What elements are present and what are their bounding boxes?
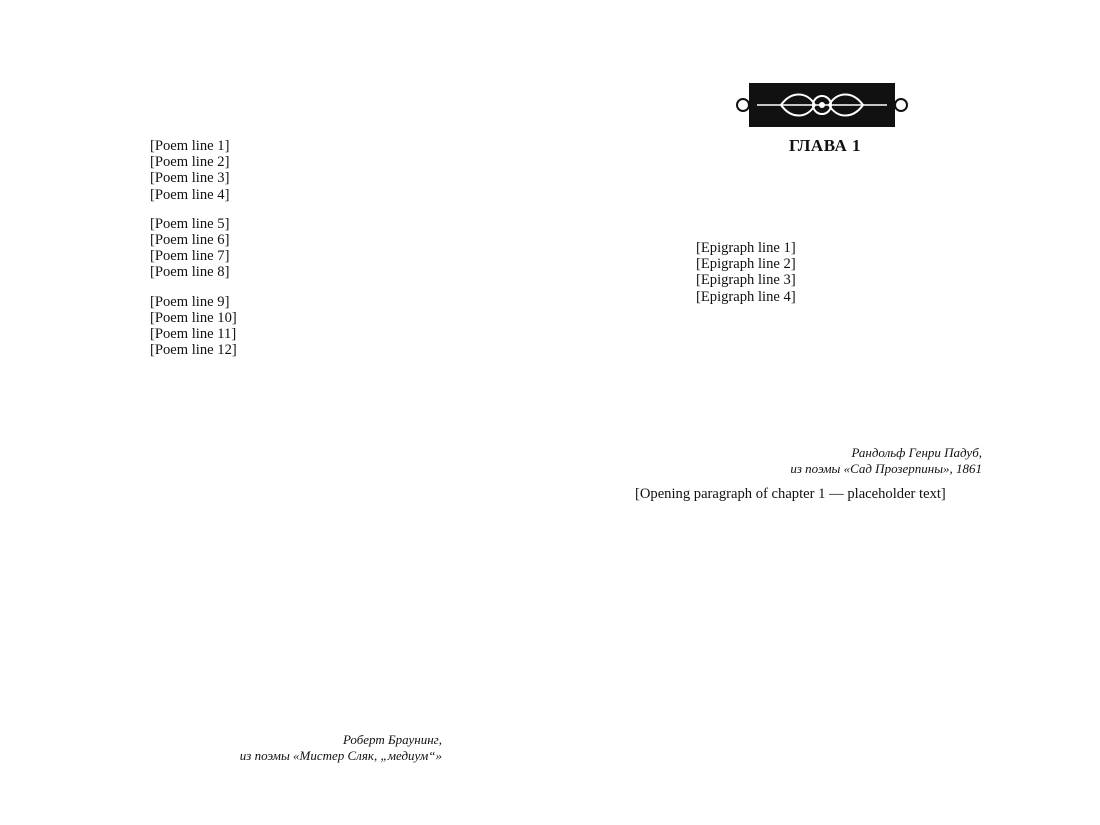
left-poem xyxy=(150,138,450,371)
left-attribution xyxy=(150,732,442,764)
stanza xyxy=(150,294,450,359)
stanza xyxy=(150,138,450,203)
left-attribution-author: Роберт Браунинг, xyxy=(342,732,442,747)
poem-line: [Poem line 1] xyxy=(150,138,230,154)
left-attribution-source: из поэмы «Мистер Сляк, „медиум“» xyxy=(239,748,442,763)
chapter-paragraph: [Opening paragraph of chapter 1 — placeholder text] xyxy=(635,486,946,502)
poem-line: [Poem line 6] xyxy=(150,232,230,249)
poem-line: [Epigraph line 2] xyxy=(696,256,796,273)
epigraph xyxy=(696,240,986,318)
poem-line: [Poem line 12] xyxy=(150,342,237,359)
poem-line: [Epigraph line 3] xyxy=(696,272,796,289)
epigraph-stanza xyxy=(696,240,986,305)
poem-line: [Poem line 8] xyxy=(150,264,230,281)
ornament-icon xyxy=(735,82,909,128)
poem-line: [Epigraph line 4] xyxy=(696,288,796,305)
poem-line: [Poem line 3] xyxy=(150,170,230,187)
poem-line: [Poem line 4] xyxy=(150,186,230,203)
poem-line: [Poem line 9] xyxy=(150,293,230,310)
poem-line: [Poem line 2] xyxy=(150,154,230,171)
poem-line: [Epigraph line 1] xyxy=(696,240,796,256)
poem-line: [Poem line 10] xyxy=(150,309,237,326)
chapter-title: ГЛАВА 1 xyxy=(789,136,861,155)
right-attribution xyxy=(696,445,982,477)
stanza xyxy=(150,216,450,281)
right-attribution-source: из поэмы «Сад Прозерпины», 1861 xyxy=(790,461,982,476)
poem-line: [Poem line 11] xyxy=(150,326,237,343)
right-attribution-author: Рандольф Генри Падуб, xyxy=(851,445,982,460)
poem-line: [Poem line 5] xyxy=(150,215,230,232)
poem-line: [Poem line 7] xyxy=(150,248,230,265)
